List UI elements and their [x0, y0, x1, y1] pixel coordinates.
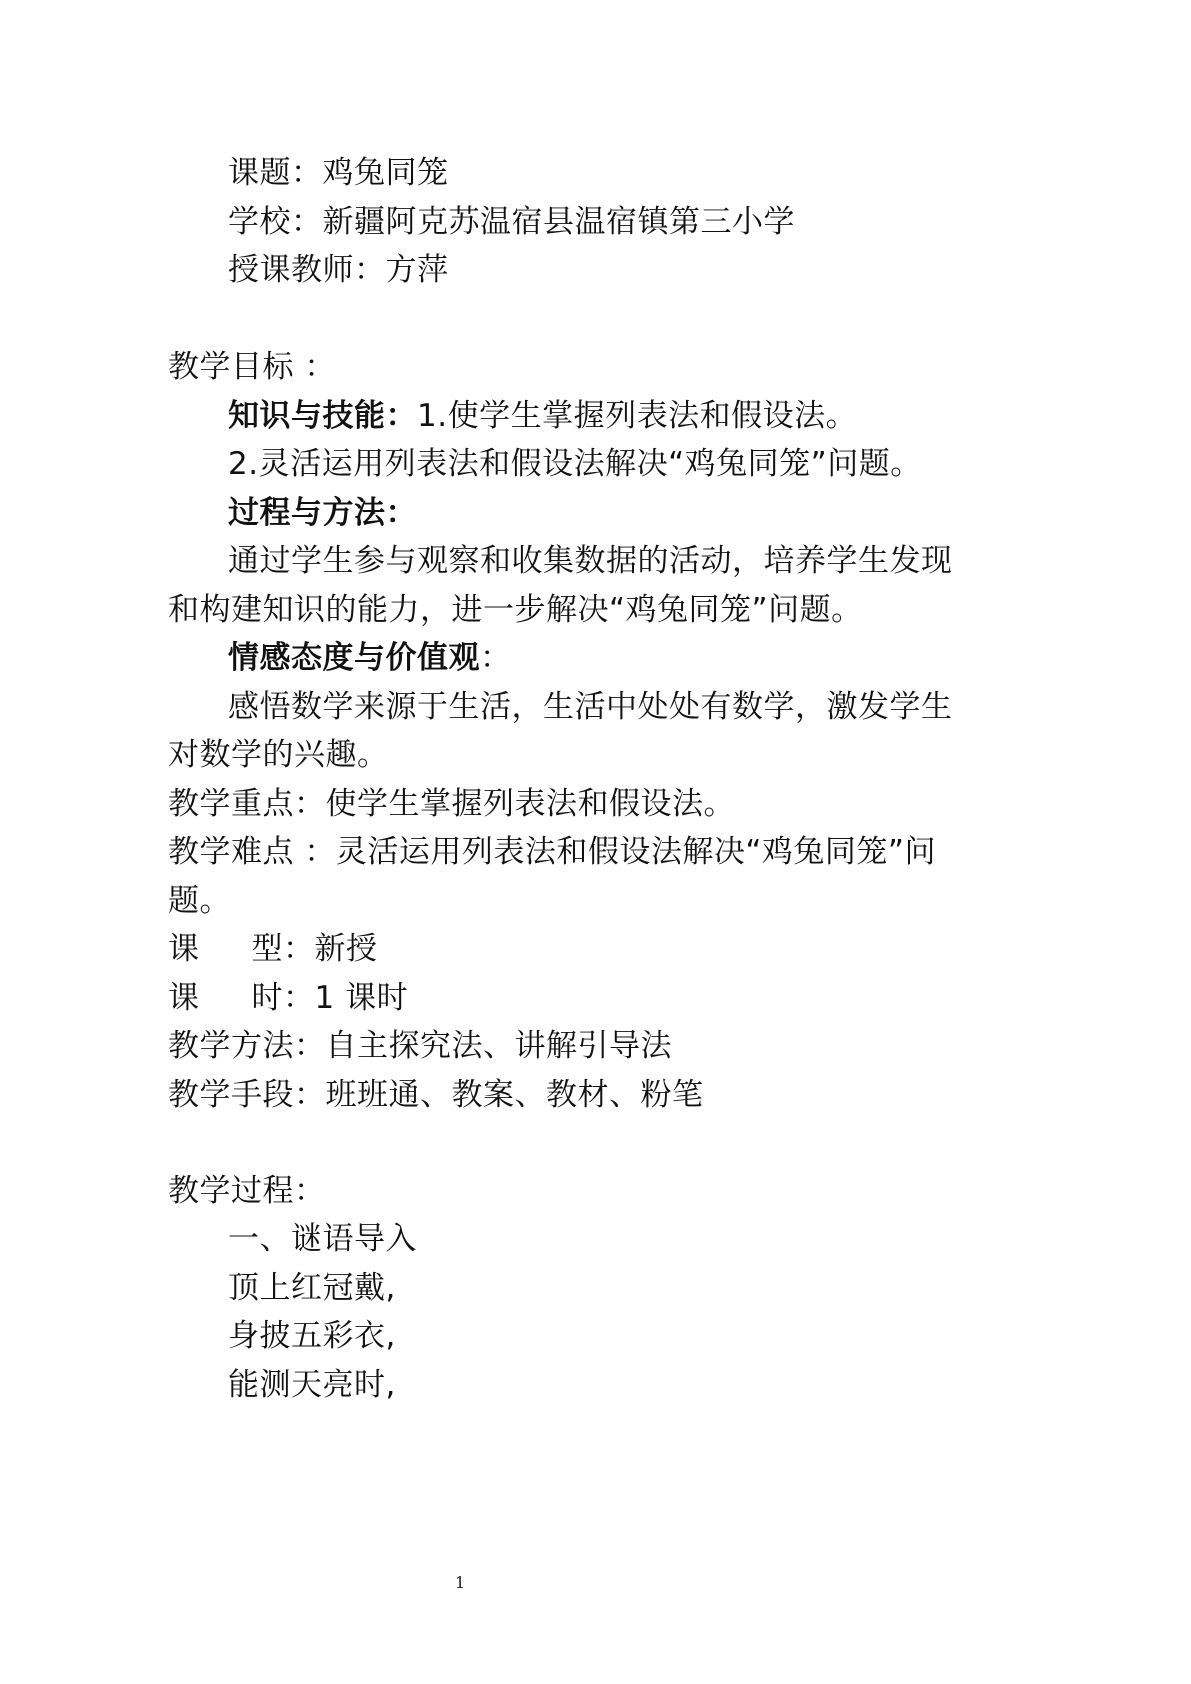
topic-line: 课题：鸡兔同笼 [228, 155, 449, 191]
lesson-type-label-a: 课 [168, 931, 200, 967]
means-line: 教学手段：班班通、教案、教材、粉笔 [168, 1077, 704, 1113]
knowledge-item-1: 1.使学生掌握列表法和假设法。 [417, 398, 858, 434]
process-line-1: 通过学生参与观察和收集数据的活动，培养学生发现 [228, 543, 953, 579]
emotion-colon: ： [480, 640, 512, 676]
key-points-line: 教学重点：使学生掌握列表法和假设法。 [168, 786, 735, 822]
emotion-line [228, 638, 512, 678]
school-line: 学校：新疆阿克苏温宿县温宿镇第三小学 [228, 204, 795, 240]
objectives-heading: 教学目标 ： [168, 349, 336, 385]
lesson-type-value: 新授 [314, 931, 378, 967]
emotion-label: 情感态度与价值观 [228, 640, 480, 676]
knowledge-item-2: 2.灵活运用列表法和假设法解决“鸡兔同笼”问题。 [228, 446, 922, 482]
section-1-heading: 一、谜语导入 [228, 1221, 417, 1257]
knowledge-label: 知识与技能： [228, 398, 417, 434]
teacher-line: 授课教师：方萍 [228, 252, 449, 288]
emotion-line-2: 对数学的兴趣。 [168, 737, 389, 773]
lesson-time-label-a: 课 [168, 980, 200, 1016]
process-label: 过程与方法： [228, 495, 417, 531]
riddle-line-1: 顶上红冠戴, [228, 1270, 396, 1306]
lesson-time-label-b: 时： [251, 980, 315, 1016]
difficulty-line-1: 教学难点 ：灵活运用列表法和假设法解决“鸡兔同笼”问 [168, 834, 936, 870]
knowledge-line [228, 396, 857, 436]
riddle-line-2: 身披五彩衣, [228, 1318, 396, 1354]
lesson-type-label-b: 型： [251, 931, 315, 967]
emotion-line-1: 感悟数学来源于生活，生活中处处有数学，激发学生 [228, 689, 953, 725]
process-heading: 教学过程： [168, 1173, 326, 1209]
process-line-2: 和构建知识的能力，进一步解决“鸡兔同笼”问题。 [168, 592, 863, 628]
lesson-time-line [168, 978, 408, 1018]
difficulty-line-2: 题。 [168, 883, 231, 919]
riddle-line-3: 能测天亮时, [228, 1367, 396, 1403]
page-number: 1 [455, 1573, 466, 1592]
lesson-type-line [168, 929, 378, 969]
lesson-time-value: 1 课时 [314, 980, 409, 1016]
methods-line: 教学方法：自主探究法、讲解引导法 [168, 1028, 672, 1064]
